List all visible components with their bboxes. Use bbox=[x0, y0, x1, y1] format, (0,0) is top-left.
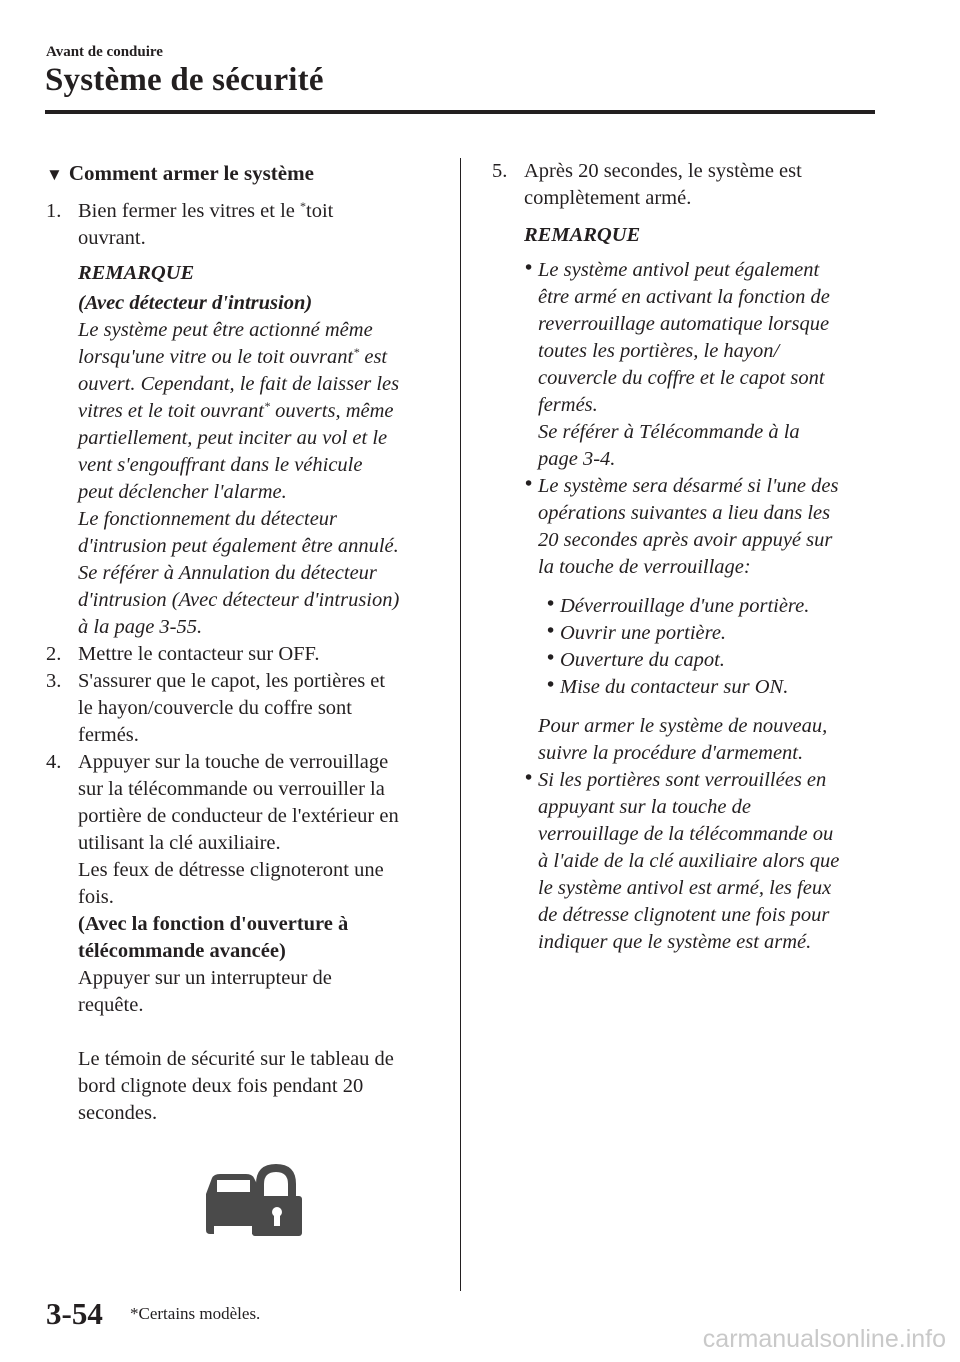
note-intrusion bbox=[78, 260, 438, 641]
step-number: 3. bbox=[46, 670, 62, 692]
left-column bbox=[46, 158, 438, 1127]
step-1 bbox=[46, 198, 438, 252]
note-line: d'intrusion peut également être annulé. bbox=[78, 535, 399, 557]
right-column bbox=[492, 158, 884, 956]
note-subbullet: • Mise du contacteur sur ON. bbox=[547, 674, 789, 698]
page-title: Système de sécurité bbox=[45, 62, 324, 98]
text-line: fermés. bbox=[78, 724, 139, 746]
text-line: Les feux de détresse clignoteront une bbox=[78, 859, 384, 881]
asterisk-marker: * bbox=[300, 199, 306, 213]
asterisk-marker: * bbox=[263, 399, 270, 413]
note-line: ouvert. Cependant, le fait de laisser les bbox=[78, 373, 400, 395]
note-line: Se référer à Annulation du détecteur bbox=[78, 562, 377, 584]
note-bullet: • Le système sera désarmé si l'une des opérations suivantes a lieu dans les 20 secondes après avoir appuyé sur la touche de verrouillage: bbox=[525, 473, 839, 578]
text-line: télécommande avancée) bbox=[78, 940, 286, 962]
note-subbullet: • Ouvrir une portière. bbox=[547, 620, 727, 644]
note-line: d'intrusion (Avec détecteur d'intrusion) bbox=[78, 589, 400, 611]
step-number: 4. bbox=[46, 751, 62, 773]
text-line: complètement armé. bbox=[524, 187, 692, 209]
section-label: Avant de conduire bbox=[46, 44, 163, 60]
note-line: à la page 3-55. bbox=[78, 616, 203, 638]
security-indicator-icon bbox=[200, 1160, 304, 1238]
step-5 bbox=[492, 158, 884, 212]
page-number: 3-54 bbox=[46, 1296, 103, 1331]
note-subbullet: • Ouverture du capot. bbox=[547, 647, 725, 671]
note-paragraph: Pour armer le système de nouveau, suivre la procédure d'armement. bbox=[538, 715, 828, 764]
step-3 bbox=[46, 668, 438, 749]
note-line: lorsqu'une vitre ou le toit ouvrant* est bbox=[78, 345, 388, 368]
text-line: le hayon/couvercle du coffre sont bbox=[78, 697, 352, 719]
step-number: 1. bbox=[46, 200, 62, 222]
text-line: S'assurer que le capot, les portières et bbox=[78, 670, 386, 692]
bullet-glyph: • bbox=[525, 257, 533, 279]
text-line: sur la télécommande ou verrouiller la bbox=[78, 778, 385, 800]
text-line: portière de conducteur de l'extérieur en bbox=[78, 805, 399, 827]
bullet-glyph: • bbox=[525, 473, 533, 495]
section-heading bbox=[46, 160, 438, 188]
note-line: vitres et le toit ouvrant* ouverts, même bbox=[78, 399, 394, 422]
text-line: secondes. bbox=[78, 1102, 158, 1124]
column-divider bbox=[460, 158, 461, 1291]
header-divider bbox=[45, 110, 875, 114]
note-title: REMARQUE bbox=[78, 262, 195, 284]
step-number: 5. bbox=[492, 160, 508, 182]
note-line: Le fonctionnement du détecteur bbox=[78, 508, 338, 530]
text-line: bord clignote deux fois pendant 20 bbox=[78, 1075, 364, 1097]
note-line: vent s'engouffrant dans le véhicule bbox=[78, 454, 363, 476]
section-heading-text: Comment armer le système bbox=[68, 161, 314, 185]
text-line: Le témoin de sécurité sur le tableau de bbox=[78, 1048, 394, 1070]
triangle-marker-icon: ▼ bbox=[46, 165, 63, 184]
text-line: requête. bbox=[78, 994, 144, 1016]
note-subtitle: (Avec détecteur d'intrusion) bbox=[78, 292, 313, 314]
text-line: ouvrant. bbox=[78, 227, 146, 249]
step-number: 2. bbox=[46, 643, 62, 665]
bullet-glyph: • bbox=[525, 767, 533, 789]
text-line: Après 20 secondes, le système est bbox=[524, 160, 802, 182]
asterisk-marker: * bbox=[353, 345, 360, 359]
text-line: Mettre le contacteur sur OFF. bbox=[78, 643, 320, 665]
footnote: *Certains modèles. bbox=[130, 1304, 261, 1323]
text-line: Appuyer sur un interrupteur de bbox=[78, 967, 332, 989]
note-subbullet: • Déverrouillage d'une portière. bbox=[547, 593, 810, 617]
note-line: Le système peut être actionné même bbox=[78, 319, 373, 341]
note-antitheft bbox=[524, 222, 884, 956]
note-line: partiellement, peut inciter au vol et le bbox=[78, 427, 388, 449]
text-line: Appuyer sur la touche de verrouillage bbox=[78, 751, 389, 773]
text-line: Bien fermer les vitres et le *toit bbox=[78, 199, 334, 222]
text-line: (Avec la fonction d'ouverture à bbox=[78, 913, 349, 935]
note-bullet: • Si les portières sont verrouillées en appuyant sur la touche de verrouillage de la télécommande ou à l'aide de la clé auxiliaire alors que le système antivol est armé, les feux de détresse clignotent une fois pour indiquer que le système est armé. bbox=[525, 767, 840, 953]
text-line: fois. bbox=[78, 886, 114, 908]
note-bullet: • Le système antivol peut également être armé en activant la fonction de reverrouillage automatique lorsque toutes les portières, le hayon/ couvercle du coffre et le capot sont fermés. Se référer à Télécommande à la page 3-4. bbox=[525, 257, 830, 470]
note-line: peut déclencher l'alarme. bbox=[78, 481, 287, 503]
text-line: utilisant la clé auxiliaire. bbox=[78, 832, 281, 854]
step-4 bbox=[46, 749, 438, 1127]
watermark: carmanualsonline.info bbox=[702, 1325, 946, 1353]
step-2 bbox=[46, 641, 438, 668]
note-title: REMARQUE bbox=[524, 224, 641, 246]
